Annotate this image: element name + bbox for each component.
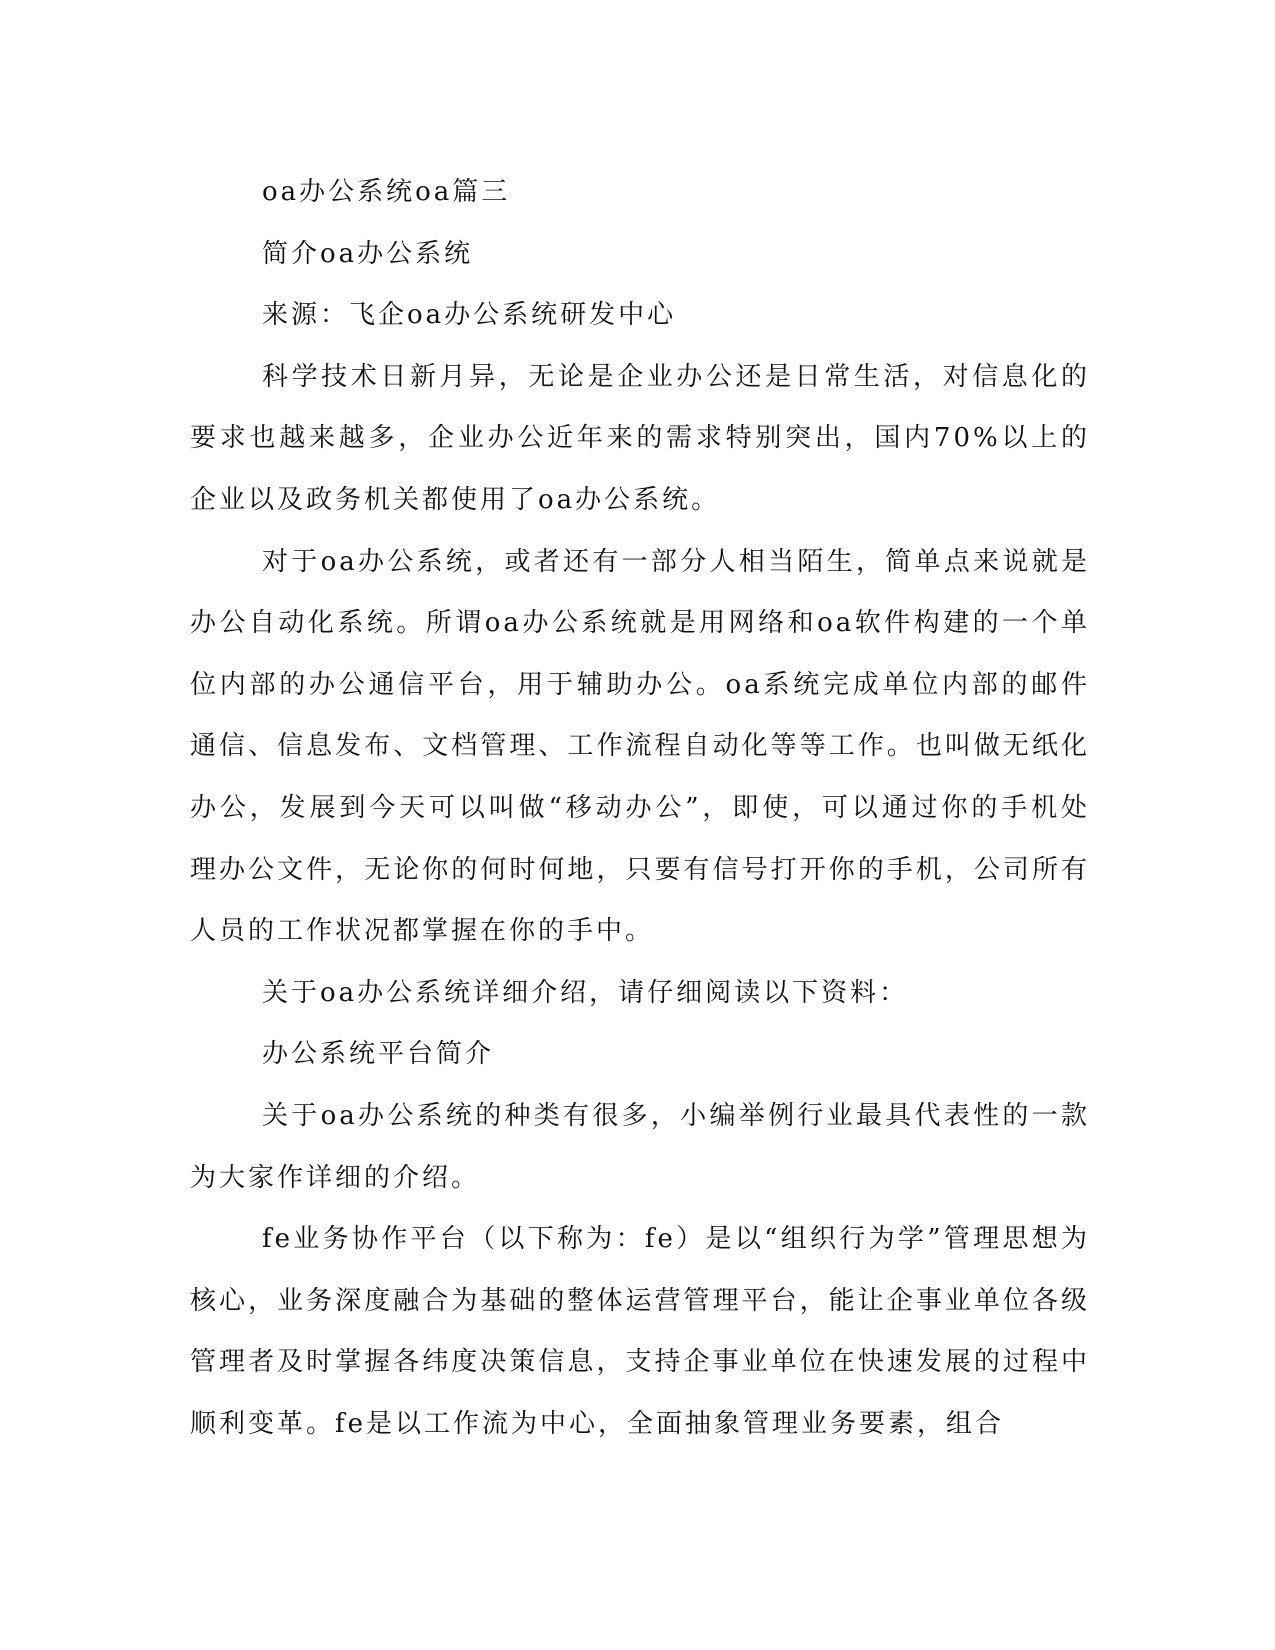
- doc-source: 来源：飞企oa办公系统研发中心: [262, 300, 677, 331]
- doc-paragraph: 关于oa办公系统的种类有很多，小编举例行业最具代表性的一款为大家作详细的介绍。: [190, 1100, 1090, 1193]
- doc-section-heading: 办公系统平台简介: [262, 1039, 495, 1070]
- doc-paragraph: 对于oa办公系统，或者还有一部分人相当陌生，简单点来说就是办公自动化系统。所谓oa办公系统就是用网络和oa软件构建的一个单位内部的办公通信平台，用于辅助办公。oa系统完成单位内部的邮件通信、信息发布、文档管理、工作流程自动化等等工作。也叫做无纸化办公，发展到今天可以叫做“移动办公”，即使，可以通过你的手机处理办公文件，无论你的何时何地，只要有信号打开你的手机，公司所有人员的工作状况都掌握在你的手中。: [190, 546, 1090, 947]
- document-body: [190, 162, 1090, 1455]
- doc-title: oa办公系统oa篇三: [262, 177, 511, 207]
- doc-subtitle: 简介oa办公系统: [262, 238, 474, 269]
- doc-paragraph: 科学技术日新月异，无论是企业办公还是日常生活，对信息化的要求也越来越多，企业办公近年来的需求特别突出，国内70%以上的企业以及政务机关都使用了oa办公系统。: [190, 361, 1090, 515]
- doc-paragraph: 关于oa办公系统详细介绍，请仔细阅读以下资料：: [262, 977, 909, 1008]
- doc-paragraph: fe业务协作平台（以下称为：fe）是以“组织行为学”管理思想为核心，业务深度融合为基础的整体运营管理平台，能让企事业单位各级管理者及时掌握各纬度决策信息，支持企事业单位在快速发展的过程中顺利变革。fe是以工作流为中心，全面抽象管理业务要素，组合: [190, 1224, 1090, 1439]
